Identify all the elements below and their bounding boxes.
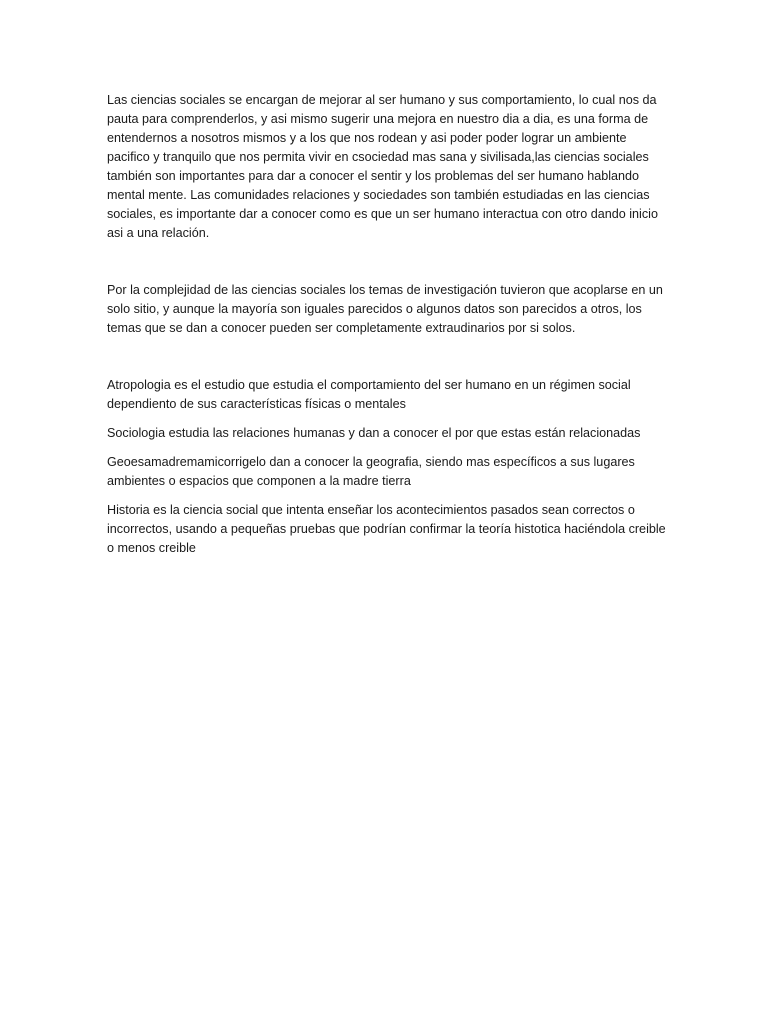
document-body <box>107 91 667 558</box>
paragraph-complexity: Por la complejidad de las ciencias sociales los temas de investigación tuvieron que acoplarse en un solo sitio, y aunque la mayoría son iguales parecidos o algunos datos son parecidos a otros, los temas que se dan a conocer pueden ser completamente extraudinarios por si solos. <box>107 283 663 335</box>
paragraph-antropologia: Atropologia es el estudio que estudia el comportamiento del ser humano en un régimen social dependiento de sus características físicas o mentales <box>107 378 631 411</box>
paragraph-sociologia: Sociologia estudia las relaciones humanas y dan a conocer el por que estas están relacionadas <box>107 426 641 440</box>
paragraph-historia: Historia es la ciencia social que intenta enseñar los acontecimientos pasados sean correctos o incorrectos, usando a pequeñas pruebas que podrían confirmar la teoría histotica haciéndola creible o menos creible <box>107 503 666 555</box>
paragraph-intro: Las ciencias sociales se encargan de mejorar al ser humano y sus comportamiento, lo cual nos da pauta para comprenderlos, y asi mismo sugerir una mejora en nuestro dia a dia, es una forma de entendernos a nosotros mismos y a los que nos rodean y asi poder poder lograr un ambiente pacifico y tranquilo que nos permita vivir en csociedad mas sana y sivilisada,las ciencias sociales también son importantes para dar a conocer el sentir y los problemas del ser humano hablando mental mente. Las comunidades relaciones y sociedades son también estudiadas en las ciencias sociales, es importante dar a conocer como es que un ser humano interactua con otro dando inicio asi a una relación. <box>107 93 658 240</box>
paragraph-geografia: Geoesamadremamicorrigelo dan a conocer la geografia, siendo mas específicos a sus lugares ambientes o espacios que componen a la madre tierra <box>107 455 635 488</box>
